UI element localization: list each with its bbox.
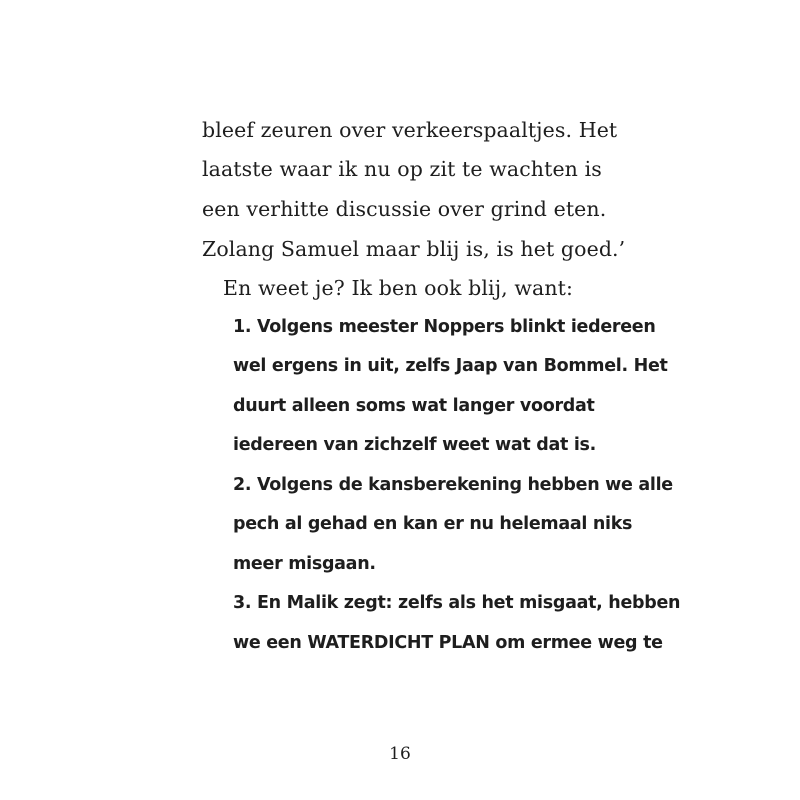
list-line-1: 1. Volgens meester Noppers blinkt iedereen (233, 317, 656, 337)
body-line-4: Zolang Samuel maar blij is, is het goed.’ (202, 237, 626, 261)
list-line-5: 2. Volgens de kansberekening hebben we alle (233, 475, 673, 495)
body-line-5: En weet je? Ik ben ook blij, want: (223, 276, 574, 300)
list-line-3: duurt alleen soms wat langer voordat (233, 396, 595, 416)
body-line-2: laatste waar ik nu op zit te wachten is (202, 157, 602, 181)
body-line-1: bleef zeuren over verkeerspaaltjes. Het (202, 118, 618, 142)
list-line-2: wel ergens in uit, zelfs Jaap van Bommel. Het (233, 356, 668, 376)
list-line-4: iedereen van zichzelf weet wat dat is. (233, 435, 596, 455)
list-line-9: we een WATERDICHT PLAN om ermee weg te (233, 633, 663, 653)
list-line-7: meer misgaan. (233, 554, 376, 574)
body-line-3: een verhitte discussie over grind eten. (202, 197, 607, 221)
list-line-8: 3. En Malik zegt: zelfs als het misgaat, hebben (233, 593, 681, 613)
list-line-6: pech al gehad en kan er nu helemaal niks (233, 514, 633, 534)
page-number: 16 (389, 744, 411, 764)
